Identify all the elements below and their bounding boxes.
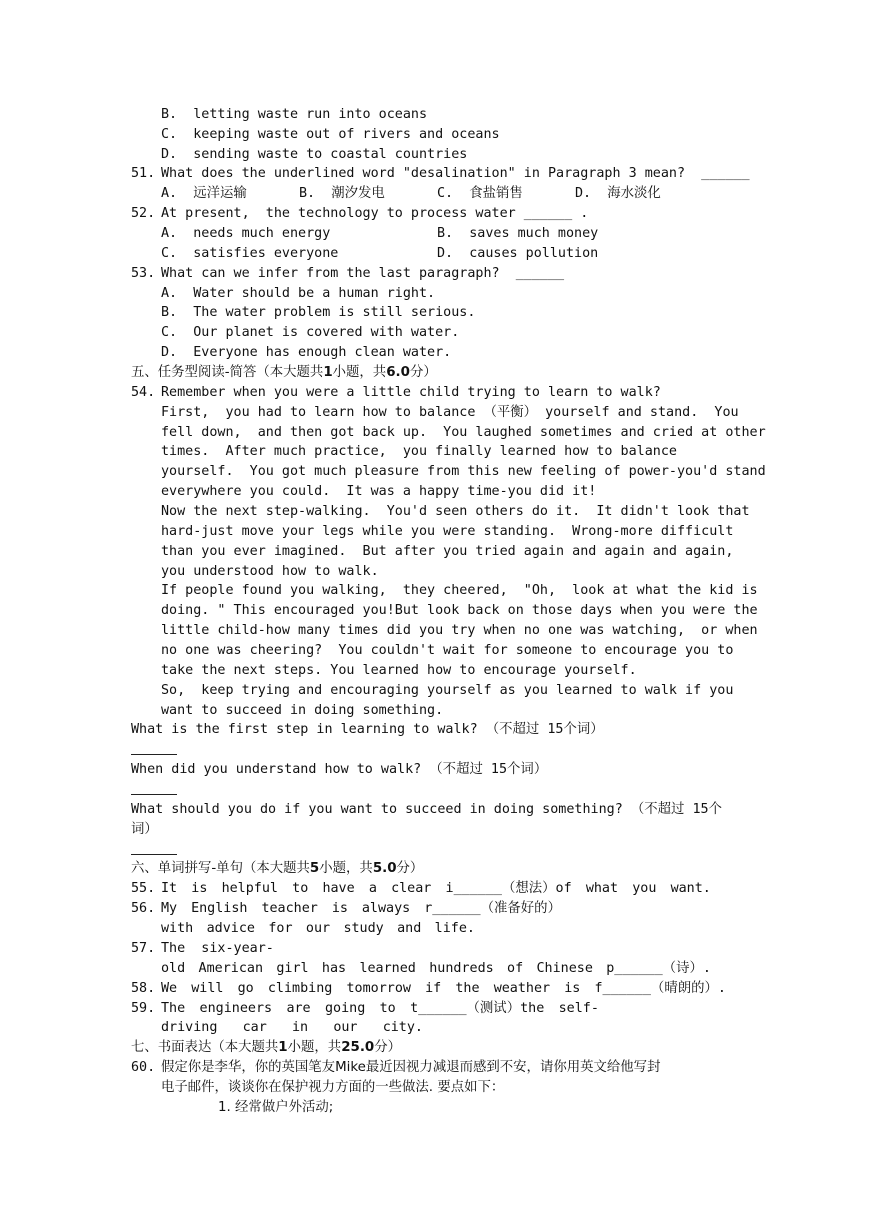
answer-blank[interactable]: [131, 854, 177, 855]
answer-blank[interactable]: i______（想法）of: [445, 881, 572, 896]
answer-blank[interactable]: [131, 794, 177, 795]
q51-stem-line: [131, 164, 750, 184]
passage-line: fell down, and then got back up. You laughed sometimes and cried at other: [161, 425, 766, 440]
passage-line: First, you had to learn how to balance （平衡） yourself and stand. You: [161, 405, 739, 420]
question-number: 54.: [131, 385, 156, 400]
q52-option-d: D. causes pollution: [437, 246, 599, 261]
passage-line: want to succeed in doing something.: [161, 703, 444, 718]
q54-first-line: 54. Remember when you were a little child trying to learn to walk?: [131, 383, 661, 403]
q53-stem: What can we infer from the last paragraph? ______: [161, 266, 565, 281]
passage-line: yourself. You got much pleasure from this new feeling of power-you'd stand: [161, 464, 766, 479]
q52-option-c: C. satisfies everyone: [161, 246, 339, 261]
passage-line: you understood how to walk.: [161, 564, 379, 579]
q52-stem-line: [131, 204, 588, 224]
passage-line: no one was cheering? You couldn't wait for someone to encourage you to: [161, 643, 734, 658]
q55-sentence: It is helpful to have a clear i______（想法）of what you want.: [161, 879, 711, 899]
q50-option-d: D. sending waste to coastal countries: [161, 147, 468, 162]
passage-line: take the next steps. You learned how to encourage yourself.: [161, 663, 637, 678]
q51-stem: What does the underlined word "desalination" in Paragraph 3 mean? ______: [161, 166, 750, 181]
q59-sentence-line1: The engineers are going to t______（测试）the self-: [161, 999, 599, 1019]
q56-number: 56.: [131, 901, 156, 916]
q52-option-a: A. needs much energy: [161, 226, 331, 241]
q59-sentence-line2: driving car in our city.: [161, 1020, 423, 1035]
q53-option-c: C. Our planet is covered with water.: [161, 325, 460, 340]
q60-line1: 60. 假定你是李华，你的英国笔友Mike最近因视力减退而感到不安，请你用英文给他写封: [131, 1058, 660, 1078]
passage-line: everywhere you could. It was a happy time-you did it!: [161, 484, 597, 499]
q57-sentence-line1: The six-year-: [161, 941, 274, 956]
question-number: 53.: [131, 266, 156, 281]
q53-stem-line: [131, 264, 564, 284]
q53-option-b: B. The water problem is still serious.: [161, 305, 476, 320]
q56-sentence-line2: with advice for our study and life.: [161, 921, 475, 936]
q58-sentence: We will go climbing tomorrow if the weather is f______（晴朗的）.: [161, 979, 726, 999]
answer-blank[interactable]: r______（准备好的）: [424, 901, 561, 916]
q55-number: 55.: [131, 881, 156, 896]
passage-line: Now the next step-walking. You'd seen others do it. It didn't look that: [161, 504, 750, 519]
section-7-heading: 七、书面表达（本大题共1小题，共25.0分）: [131, 1040, 402, 1055]
q53-option-d: D. Everyone has enough clean water.: [161, 345, 452, 360]
q51-option-b: B. 潮汐发电: [299, 186, 385, 201]
q52-option-b: B. saves much money: [437, 226, 599, 241]
passage-line: than you ever imagined. But after you tried again and again and again,: [161, 544, 734, 559]
q54-question-3-wrap: 词）: [131, 822, 158, 837]
q57-sentence-line2: old American girl has learned hundreds of Chinese p______（诗）.: [161, 959, 711, 979]
q52-stem: At present, the technology to process water ______ .: [161, 206, 589, 221]
q51-option-a: A. 远洋运输: [161, 186, 247, 201]
answer-blank[interactable]: [131, 754, 177, 755]
q50-option-c: C. keeping waste out of rivers and oceans: [161, 127, 500, 142]
q57-number: 57.: [131, 941, 156, 956]
q60-point-1: 1. 经常做户外活动;: [218, 1100, 334, 1115]
passage-line: little child-how many times did you try when no one was watching, or when: [161, 623, 758, 638]
answer-blank[interactable]: t______（测试）the: [410, 1001, 545, 1016]
q54-question-1: What is the first step in learning to walk? （不超过 15个词）: [131, 722, 604, 737]
q54-question-3: What should you do if you want to succeed in doing something? （不超过 15个: [131, 802, 722, 817]
q56-sentence-line1: My English teacher is always r______（准备好的）: [161, 899, 561, 919]
q51-option-d: D. 海水淡化: [575, 186, 661, 201]
q58-number: 58.: [131, 981, 156, 996]
passage-line: doing. " This encouraged you!But look back on those days when you were the: [161, 603, 758, 618]
q59-number: 59.: [131, 1001, 156, 1016]
q60-line2: 电子邮件，谈谈你在保护视力方面的一些做法. 要点如下：: [161, 1080, 505, 1095]
answer-blank[interactable]: p______（诗）.: [606, 961, 711, 976]
q51-option-c: C. 食盐销售: [437, 186, 523, 201]
question-number: 52.: [131, 206, 156, 221]
passage-line: If people found you walking, they cheered, "Oh, look at what the kid is: [161, 583, 758, 598]
section-6-heading: 六、单词拼写-单句（本大题共5小题，共5.0分）: [131, 861, 424, 876]
section-5-heading: 五、任务型阅读-简答（本大题共1小题，共6.0分）: [131, 365, 437, 380]
passage-line: So, keep trying and encouraging yourself as you learned to walk if you: [161, 683, 734, 698]
q53-option-a: A. Water should be a human right.: [161, 286, 436, 301]
q54-question-2: When did you understand how to walk? （不超过 15个词）: [131, 762, 548, 777]
q50-option-b: B. letting waste run into oceans: [161, 107, 428, 122]
passage-line: times. After much practice, you finally learned how to balance: [161, 444, 677, 459]
answer-blank[interactable]: f______（晴朗的）.: [594, 981, 726, 996]
question-number: 51.: [131, 166, 156, 181]
question-number: 60.: [131, 1060, 156, 1075]
passage-line: hard-just move your legs while you were standing. Wrong-more difficult: [161, 524, 734, 539]
